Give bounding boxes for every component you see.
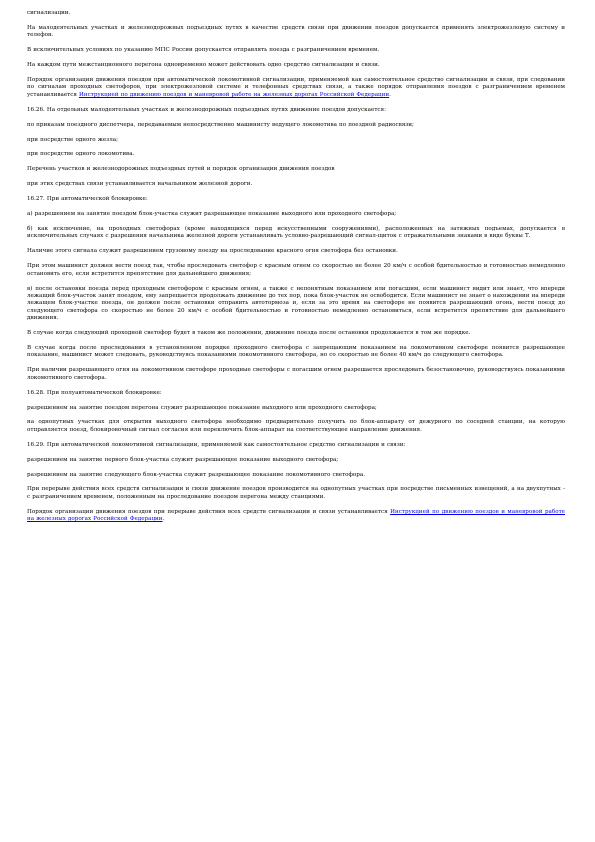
paragraph-text: На малодеятельных участках и железнодорожных подъездных путях в качестве средств связи при движении поездов допускается применять электрожезловую систему и телефон. (27, 24, 565, 39)
paragraph-text: 16.27. При автоматической блокировке: (27, 196, 148, 203)
paragraph-text: сигнализации. (27, 10, 71, 16)
paragraph (27, 211, 565, 218)
paragraph (27, 137, 565, 144)
paragraph (27, 509, 565, 524)
paragraph (27, 196, 565, 203)
paragraph (27, 248, 565, 255)
paragraph-text: при этих средствах связи устанавливается начальником железной дороги. (27, 181, 253, 188)
paragraph-text: 16.29. При автоматической локомотивной сигнализации, применяемой как самостоятельное средство сигнализации и связи: (27, 441, 406, 448)
paragraph-text: разрешением на занятие поездом перегона служит разрешающее показание выходного или проходного светофора; (27, 404, 377, 411)
paragraph-text: При наличии разрешающего огня на локомотивном светофоре проходные светофоры с погасшим огнем разрешается проследовать безостановочно, руководствуясь показаниями локомотивного светофора. (27, 367, 565, 381)
paragraph-text: на однопутных участках для открытия выходного светофора необходимо предварительно получить по блок-аппарату от дежурного по соседней станции, на которую отправляется поезд, блокировочный сигнал согласия или переключить блок-аппарат на соответствующее направление движения. (27, 419, 565, 433)
paragraph (27, 62, 565, 69)
paragraph (27, 472, 565, 479)
paragraph-text: В случае когда следующий проходной светофор будет в таком же положении, движение поезда после остановки продолжается в том же порядке. (27, 330, 471, 337)
paragraph-text: при посредстве одного локомотива. (27, 151, 135, 158)
paragraph-text: 16.26. На отдельных малодеятельных участках и железнодорожных подъездных путях движение поездов допускается: (27, 106, 386, 113)
paragraph-text-end: . (162, 516, 165, 523)
document-body (27, 10, 565, 524)
paragraph (27, 263, 565, 278)
paragraph (27, 181, 565, 188)
paragraph-text: а) разрешением на занятие поездом блок-участка служит разрешающее показание выходного или проходного светофора; (27, 211, 397, 218)
paragraph (27, 405, 565, 412)
paragraph-text: На каждом пути межстанционного перегона одновременно может действовать одно средство сигнализации и связи. (27, 62, 380, 69)
paragraph-text: при посредстве одного жезла; (27, 136, 119, 143)
paragraph (27, 47, 565, 54)
paragraph (27, 457, 565, 464)
paragraph-text-end: . (389, 91, 391, 98)
paragraph (27, 226, 565, 241)
paragraph-text: При этом машинист должен вести поезд так, чтобы проследовать светофор с красным огнем со скоростью не более 20 км/ч с особой бдительностью и готовностью немедленно остановить его, если встретится препятствие для дальнейшего движения; (27, 263, 565, 277)
paragraph (27, 122, 565, 129)
paragraph (27, 330, 565, 337)
paragraph (27, 442, 565, 449)
paragraph-text: В случае когда после проследования в установленном порядке проходного светофора с запрещающим показанием на локомотивном светофоре появится разрешающее показание, машинист может следовать, руководствуясь показаниями локомотивного светофора, но со скоростью не более 40 км/ч до следующего светофора. (27, 344, 565, 359)
paragraph (27, 486, 565, 501)
paragraph-text: Перечень участков и железнодорожных подъездных путей и порядок организации движения поездов (27, 166, 335, 173)
paragraph-text: разрешением на занятие следующего блок-участка служит разрешающее показание локомотивного светофора. (27, 471, 365, 478)
instruction-link[interactable]: Инструкцией по движению поездов и маневровой работе на железных дорогах Российской Федерации (27, 508, 565, 523)
paragraph (27, 390, 565, 397)
paragraph (27, 286, 565, 323)
paragraph (27, 25, 565, 40)
paragraph (27, 367, 565, 382)
paragraph-text: При перерыве действия всех средств сигнализации и связи движение поездов производится на однопутных участках при посредстве письменных извещений, а на двухпутных - с разграничением временем, положенным на проследование поездом перегона между станциями. (27, 486, 565, 500)
paragraph (27, 107, 565, 114)
paragraph-text: Наличие этого сигнала служит разрешением грузовому поезду на проследование красного огня светофора без остановки. (27, 248, 398, 255)
paragraph (27, 345, 565, 360)
paragraph-text: Порядок организации движения поездов при перерыве действия всех средств сигнализации и связи устанавливается (27, 508, 391, 515)
paragraph (27, 151, 565, 158)
paragraph-text: 16.28. При полуавтоматической блокировке: (27, 389, 162, 396)
paragraph-text: б) как исключение, на проходных светофорах (кроме находящихся перед искусственными сооружениями), расположенных на затяжных подъемах, допускается в исключительных случаях с разрешения начальника железной дороги устанавливать условно-разрешающий сигнал-щиток с отражательными знаками в виде буквы Т. (27, 226, 565, 240)
paragraph-text: В исключительных условиях по указанию МПС России допускается отправлять поезда с разграничением временем. (27, 47, 380, 54)
paragraph-text: по приказам поездного диспетчера, передаваемым непосредственно машинисту ведущего локомотива по поездной радиосвязи; (27, 121, 414, 128)
paragraph-text: в) после остановки поезда перед проходным светофором с красным огнем, а также с непонятным показанием или погасшим, если машинист видит или знает, что впереди лежащий блок-участок занят поездом, ему запрещается продолжать движение до тех пор, пока блок-участок не освободится. Если машинист не знает о нахождении на впереди лежащем блок-участке поезда, он должен после остановки отправить автотормоза и, если за это время на светофоре не появится разрешающий огонь, вести поезд до следующего светофора со скоростью не более 20 км/ч с особой бдительностью и готовностью немедленно остановиться, если встретится препятствие для дальнейшего движения. (27, 285, 565, 322)
paragraph (27, 166, 565, 173)
paragraph-text: Порядок организации движения поездов при автоматической локомотивной сигнализации, применяемой как самостоятельное средство сигнализации и связи, при следовании по сигналам проходных светофоров, при электрожезловой системе и телефонных средствах связи, а также порядок отправления поездов с разграничением временем устанавливается (27, 77, 565, 98)
paragraph (27, 77, 565, 99)
paragraph-text: разрешением на занятие первого блок-участка служит разрешающее показание выходного светофора; (27, 456, 339, 463)
paragraph (27, 419, 565, 434)
paragraph (27, 10, 565, 17)
instruction-link[interactable]: Инструкцией по движению поездов и маневровой работе на железных дорогах Российской Федерации (78, 91, 390, 98)
